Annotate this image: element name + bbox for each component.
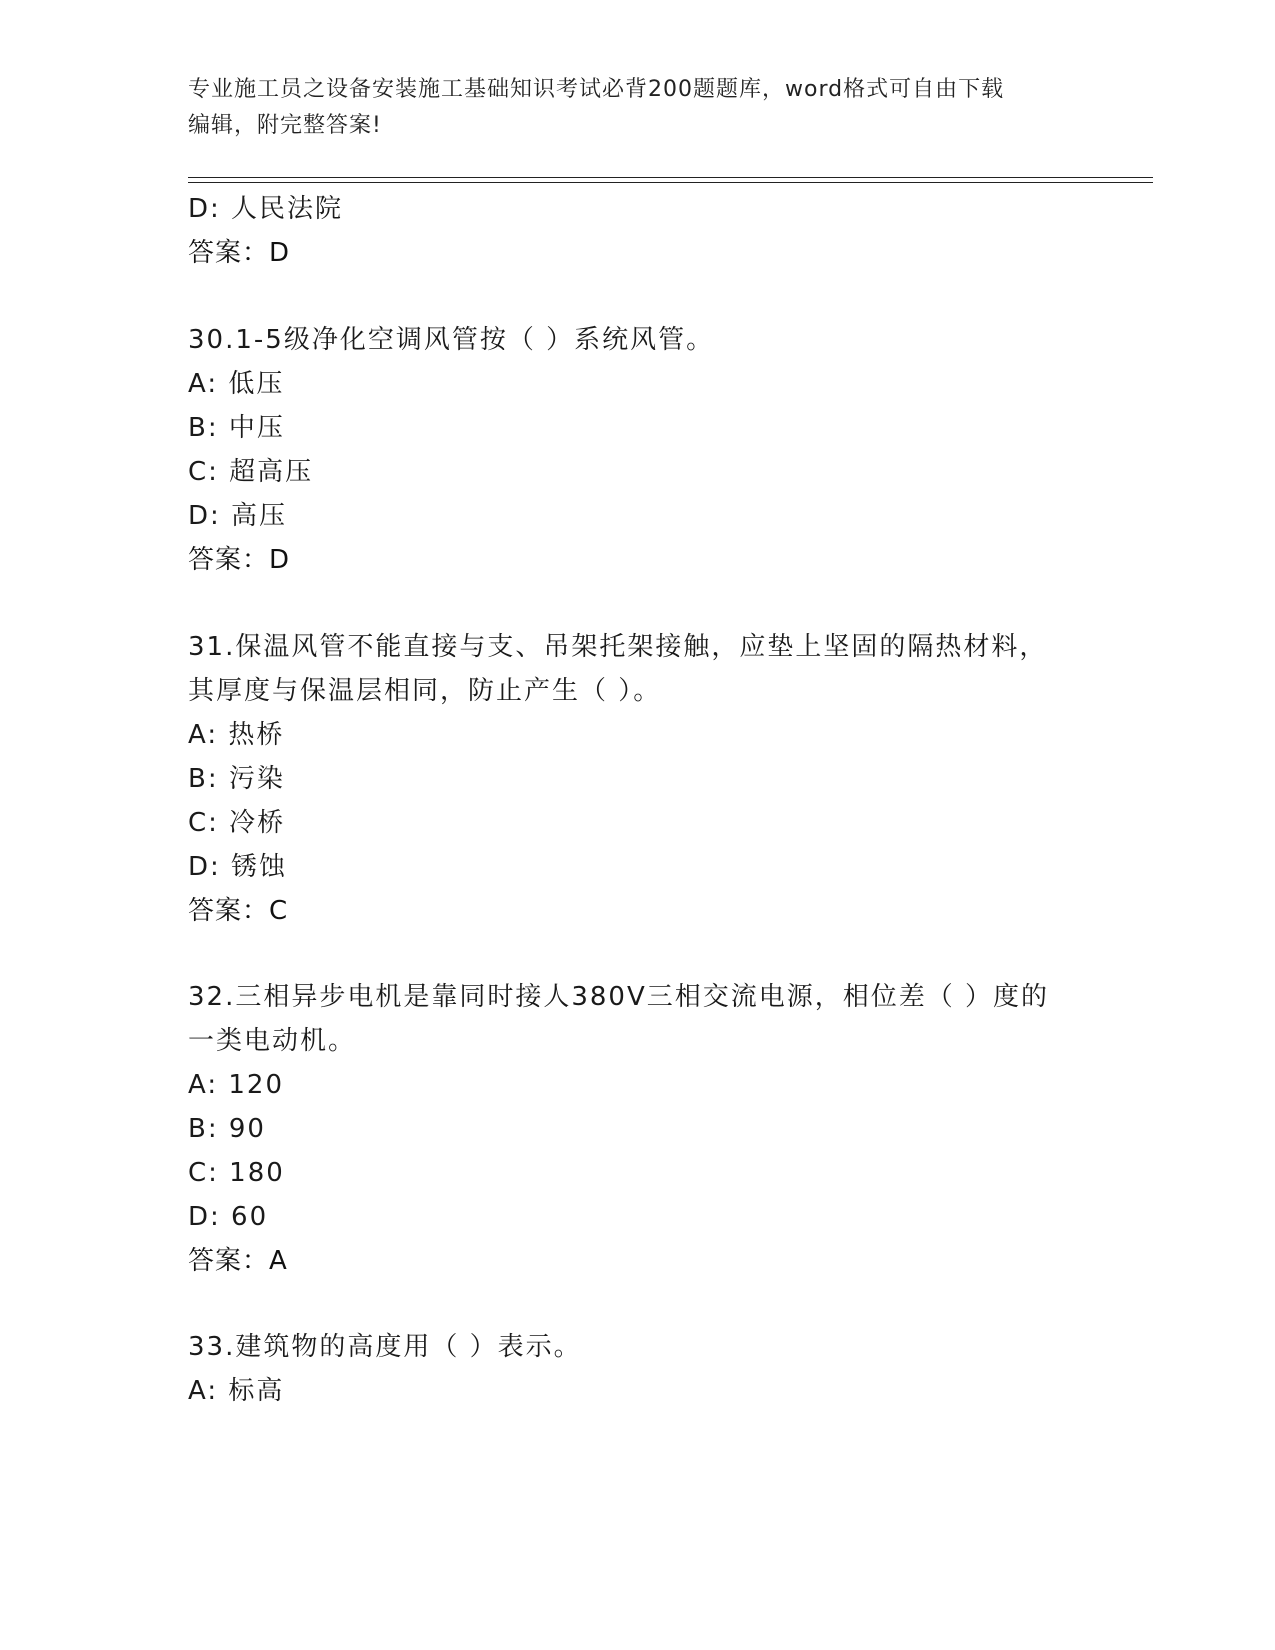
q30-option-c: C: 超高压 bbox=[188, 457, 314, 487]
q31-option-a: A: 热桥 bbox=[188, 720, 285, 750]
prev-answer: 答案：D bbox=[188, 238, 291, 268]
q30-option-b: B: 中压 bbox=[188, 413, 285, 443]
header-divider-top bbox=[188, 177, 1153, 178]
q32-option-c: C: 180 bbox=[188, 1158, 285, 1188]
q30-question: 30.1-5级净化空调风管按（ ）系统风管。 bbox=[188, 325, 715, 355]
q31-option-d: D: 锈蚀 bbox=[188, 852, 288, 882]
q32-option-d: D: 60 bbox=[188, 1202, 269, 1232]
q32-option-b: B: 90 bbox=[188, 1114, 266, 1144]
header-divider-bottom bbox=[188, 182, 1153, 183]
q30-option-a: A: 低压 bbox=[188, 369, 285, 399]
q31-option-c: C: 冷桥 bbox=[188, 808, 286, 838]
document-header bbox=[188, 72, 1068, 144]
q31-question-line-1: 31.保温风管不能直接与支、吊架托架接触，应垫上坚固的隔热材料， bbox=[188, 632, 1048, 662]
header-line-2: 编辑，附完整答案! bbox=[188, 113, 382, 138]
q31-option-b: B: 污染 bbox=[188, 764, 285, 794]
q33-question: 33.建筑物的高度用（ ）表示。 bbox=[188, 1332, 582, 1362]
q33-option-a: A: 标高 bbox=[188, 1376, 285, 1406]
q30-answer: 答案：D bbox=[188, 545, 291, 575]
header-line-1: 专业施工员之设备安装施工基础知识考试必背200题题库，word格式可自由下载 bbox=[188, 77, 1005, 102]
q32-question-line-2: 一类电动机。 bbox=[188, 1026, 357, 1056]
q32-answer: 答案：A bbox=[188, 1246, 288, 1276]
prev-option-d: D: 人民法院 bbox=[188, 194, 344, 224]
q32-question-line-1: 32.三相异步电机是靠同时接人380V三相交流电源，相位差（ ）度的 bbox=[188, 982, 1050, 1012]
q32-option-a: A: 120 bbox=[188, 1070, 284, 1100]
q30-option-d: D: 高压 bbox=[188, 501, 288, 531]
q31-question-line-2: 其厚度与保温层相同，防止产生（ ）。 bbox=[188, 676, 662, 706]
q31-answer: 答案：C bbox=[188, 896, 289, 926]
